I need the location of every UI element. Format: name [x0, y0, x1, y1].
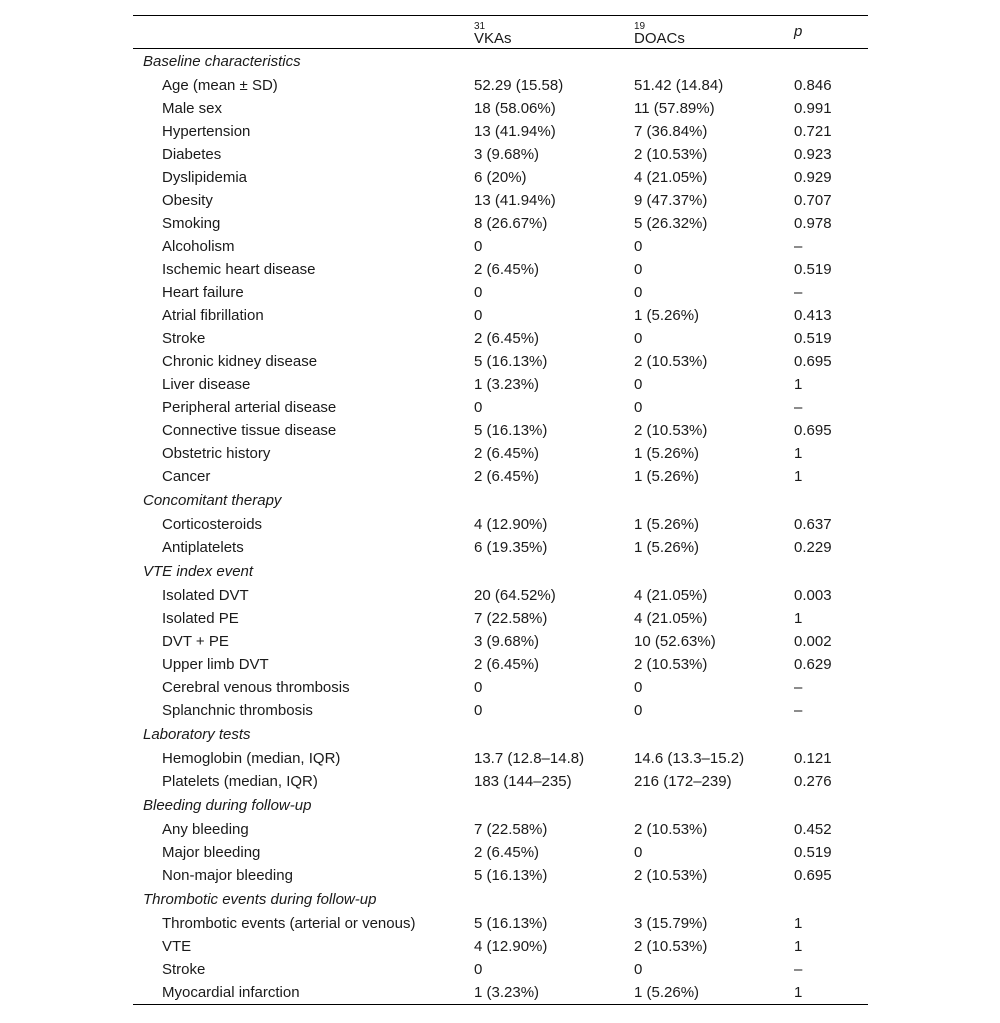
table-row [133, 630, 868, 653]
vkas-value: 7 (22.58%) [474, 821, 548, 838]
section-heading: Thrombotic events during follow-up [143, 891, 377, 908]
table-row [133, 536, 868, 559]
doacs-value: 1 (5.26%) [634, 516, 700, 533]
doacs-value: 0 [634, 261, 643, 278]
vkas-value: 0 [474, 284, 483, 301]
table-row [133, 350, 868, 373]
row-label: Male sex [162, 100, 223, 117]
doacs-value: 2 (10.53%) [634, 146, 708, 163]
p-value: 1 [794, 610, 803, 627]
table-row [133, 396, 868, 419]
doacs-value: 0 [634, 376, 643, 393]
row-label: Stroke [162, 330, 206, 347]
row-label: Dyslipidemia [162, 169, 248, 186]
doacs-value: 2 (10.53%) [634, 656, 708, 673]
row-label: Platelets (median, IQR) [162, 773, 318, 790]
p-value: 0.707 [794, 192, 832, 209]
table-row [133, 841, 868, 864]
table-row [133, 912, 868, 935]
vkas-value: 5 (16.13%) [474, 867, 548, 884]
header-p-value: p [794, 23, 803, 40]
p-value: 0.991 [794, 100, 832, 117]
table-row [133, 676, 868, 699]
doacs-value: 14.6 (13.3–15.2) [634, 750, 745, 767]
doacs-value: 1 (5.26%) [634, 445, 700, 462]
vkas-value: 2 (6.45%) [474, 844, 540, 861]
doacs-value: 0 [634, 284, 643, 301]
p-value: – [794, 961, 803, 978]
doacs-value: 51.42 (14.84) [634, 77, 724, 94]
row-label: Diabetes [162, 146, 222, 163]
row-label: Cerebral venous thrombosis [162, 679, 350, 696]
row-label: VTE [162, 938, 192, 955]
table-row [133, 212, 868, 235]
table-row [133, 419, 868, 442]
vkas-value: 7 (22.58%) [474, 610, 548, 627]
row-label: Cancer [162, 468, 211, 485]
p-value: 1 [794, 984, 803, 1001]
doacs-value: 0 [634, 961, 643, 978]
row-label: Upper limb DVT [162, 656, 269, 673]
table-row [133, 607, 868, 630]
vkas-value: 6 (19.35%) [474, 539, 548, 556]
p-value: – [794, 399, 803, 416]
row-label: Connective tissue disease [162, 422, 337, 439]
p-value: 1 [794, 938, 803, 955]
p-value: 0.978 [794, 215, 832, 232]
p-value: – [794, 284, 803, 301]
row-label: Antiplatelets [162, 539, 244, 556]
row-label: Ischemic heart disease [162, 261, 316, 278]
vkas-value: 13.7 (12.8–14.8) [474, 750, 585, 767]
table-row [133, 770, 868, 793]
p-value: 0.002 [794, 633, 832, 650]
header-vkas: VKAs $^{31}$ [474, 21, 512, 47]
row-label: Stroke [162, 961, 206, 978]
p-value: 0.519 [794, 261, 832, 278]
p-value: 0.695 [794, 867, 832, 884]
doacs-value: 5 (26.32%) [634, 215, 708, 232]
vkas-value: 2 (6.45%) [474, 261, 540, 278]
doacs-value: 4 (21.05%) [634, 587, 708, 604]
p-value: 0.229 [794, 539, 832, 556]
p-value: 0.629 [794, 656, 832, 673]
p-value: 0.121 [794, 750, 832, 767]
row-label: Splanchnic thrombosis [162, 702, 313, 719]
row-label: Corticosteroids [162, 516, 263, 533]
row-label: Obstetric history [162, 445, 271, 462]
table-row [133, 143, 868, 166]
doacs-value: 1 (5.26%) [634, 539, 700, 556]
vkas-value: 2 (6.45%) [474, 468, 540, 485]
p-value: 0.695 [794, 353, 832, 370]
doacs-value: 10 (52.63%) [634, 633, 716, 650]
row-label: Atrial fibrillation [162, 307, 264, 324]
vkas-value: 0 [474, 961, 483, 978]
vkas-value: 2 (6.45%) [474, 330, 540, 347]
table-row [133, 442, 868, 465]
row-label: Peripheral arterial disease [162, 399, 337, 416]
table-row [133, 699, 868, 722]
table-header [133, 16, 868, 48]
table-row [133, 935, 868, 958]
vkas-value: 3 (9.68%) [474, 146, 540, 163]
row-label: Myocardial infarction [162, 984, 300, 1001]
doacs-value: 0 [634, 238, 643, 255]
vkas-value: 20 (64.52%) [474, 587, 556, 604]
vkas-value: 0 [474, 702, 483, 719]
vkas-value: 0 [474, 679, 483, 696]
vkas-value: 1 (3.23%) [474, 984, 540, 1001]
p-value: 0.637 [794, 516, 832, 533]
row-label: DVT + PE [162, 633, 229, 650]
doacs-value: 1 (5.26%) [634, 468, 700, 485]
p-value: – [794, 679, 803, 696]
doacs-value: 0 [634, 679, 643, 696]
table-row [133, 958, 868, 981]
row-label: Non-major bleeding [162, 867, 293, 884]
vkas-value: 4 (12.90%) [474, 516, 548, 533]
table-body [133, 49, 868, 1004]
vkas-value: 13 (41.94%) [474, 192, 556, 209]
vkas-value: 0 [474, 399, 483, 416]
row-label: Age (mean ± SD) [162, 77, 278, 94]
table-row [133, 166, 868, 189]
vkas-value: 4 (12.90%) [474, 938, 548, 955]
doacs-value: 0 [634, 330, 643, 347]
p-value: 0.929 [794, 169, 832, 186]
table-row [133, 747, 868, 770]
p-value: 0.003 [794, 587, 832, 604]
row-label: Isolated PE [162, 610, 239, 627]
row-label: Chronic kidney disease [162, 353, 318, 370]
doacs-value: 1 (5.26%) [634, 984, 700, 1001]
row-label: Major bleeding [162, 844, 261, 861]
p-value: – [794, 702, 803, 719]
table-row [133, 304, 868, 327]
p-value: 0.452 [794, 821, 832, 838]
p-value: 0.519 [794, 844, 832, 861]
vkas-value: 13 (41.94%) [474, 123, 556, 140]
doacs-value: 2 (10.53%) [634, 938, 708, 955]
p-value: 0.413 [794, 307, 832, 324]
vkas-value: 2 (6.45%) [474, 445, 540, 462]
doacs-value: 2 (10.53%) [634, 422, 708, 439]
table-row [133, 818, 868, 841]
p-value: 0.721 [794, 123, 832, 140]
p-value: 0.276 [794, 773, 832, 790]
table-row [133, 864, 868, 887]
doacs-value: 11 (57.89%) [634, 100, 715, 117]
table-row [133, 653, 868, 676]
doacs-value: 2 (10.53%) [634, 867, 708, 884]
row-label: Smoking [162, 215, 221, 232]
table-row [133, 373, 868, 396]
doacs-value: 4 (21.05%) [634, 610, 708, 627]
p-value: 0.695 [794, 422, 832, 439]
vkas-value: 1 (3.23%) [474, 376, 540, 393]
doacs-value: 9 (47.37%) [634, 192, 708, 209]
vkas-value: 8 (26.67%) [474, 215, 548, 232]
row-label: Alcoholism [162, 238, 235, 255]
vkas-value: 0 [474, 238, 483, 255]
row-label: Hemoglobin (median, IQR) [162, 750, 341, 767]
vkas-value: 183 (144–235) [474, 773, 572, 790]
vkas-value: 2 (6.45%) [474, 656, 540, 673]
table-row [133, 120, 868, 143]
p-value: 1 [794, 445, 803, 462]
vkas-value: 52.29 (15.58) [474, 77, 564, 94]
doacs-value: 0 [634, 399, 643, 416]
section-heading: Bleeding during follow-up [143, 797, 312, 814]
p-value: 0.846 [794, 77, 832, 94]
table-row [133, 584, 868, 607]
section-heading: VTE index event [143, 563, 254, 580]
row-label: Thrombotic events (arterial or venous) [162, 915, 416, 932]
doacs-value: 216 (172–239) [634, 773, 732, 790]
doacs-value: 0 [634, 844, 643, 861]
table-row [133, 258, 868, 281]
row-label: Any bleeding [162, 821, 249, 838]
table-row [133, 74, 868, 97]
header-doacs: DOACs $^{19}$ [634, 21, 685, 47]
doacs-value: 1 (5.26%) [634, 307, 700, 324]
table-row [133, 513, 868, 536]
doacs-value: 2 (10.53%) [634, 353, 708, 370]
vkas-value: 3 (9.68%) [474, 633, 540, 650]
bottom-rule [133, 1004, 868, 1005]
row-label: Liver disease [162, 376, 251, 393]
doacs-value: 4 (21.05%) [634, 169, 708, 186]
vkas-value: 6 (20%) [474, 169, 527, 186]
doacs-value: 0 [634, 702, 643, 719]
p-value: – [794, 238, 803, 255]
vkas-value: 5 (16.13%) [474, 915, 548, 932]
row-label: Heart failure [162, 284, 244, 301]
vkas-value: 5 (16.13%) [474, 422, 548, 439]
section-heading: Laboratory tests [143, 726, 251, 743]
table-row [133, 281, 868, 304]
p-value: 1 [794, 915, 803, 932]
row-label: Isolated DVT [162, 587, 249, 604]
table-row [133, 235, 868, 258]
table-row [133, 189, 868, 212]
p-value: 0.519 [794, 330, 832, 347]
doacs-value: 2 (10.53%) [634, 821, 708, 838]
section-heading: Concomitant therapy [143, 492, 282, 509]
vkas-value: 18 (58.06%) [474, 100, 556, 117]
p-value: 1 [794, 468, 803, 485]
row-label: Obesity [162, 192, 213, 209]
table-row [133, 981, 868, 1004]
vkas-value: 0 [474, 307, 483, 324]
doacs-value: 3 (15.79%) [634, 915, 708, 932]
table-row [133, 465, 868, 488]
table-row [133, 97, 868, 120]
comparison-table [133, 15, 868, 1005]
vkas-value: 5 (16.13%) [474, 353, 548, 370]
section-heading: Baseline characteristics [143, 53, 301, 70]
p-value: 1 [794, 376, 803, 393]
table-row [133, 327, 868, 350]
row-label: Hypertension [162, 123, 251, 140]
p-value: 0.923 [794, 146, 832, 163]
doacs-value: 7 (36.84%) [634, 123, 708, 140]
